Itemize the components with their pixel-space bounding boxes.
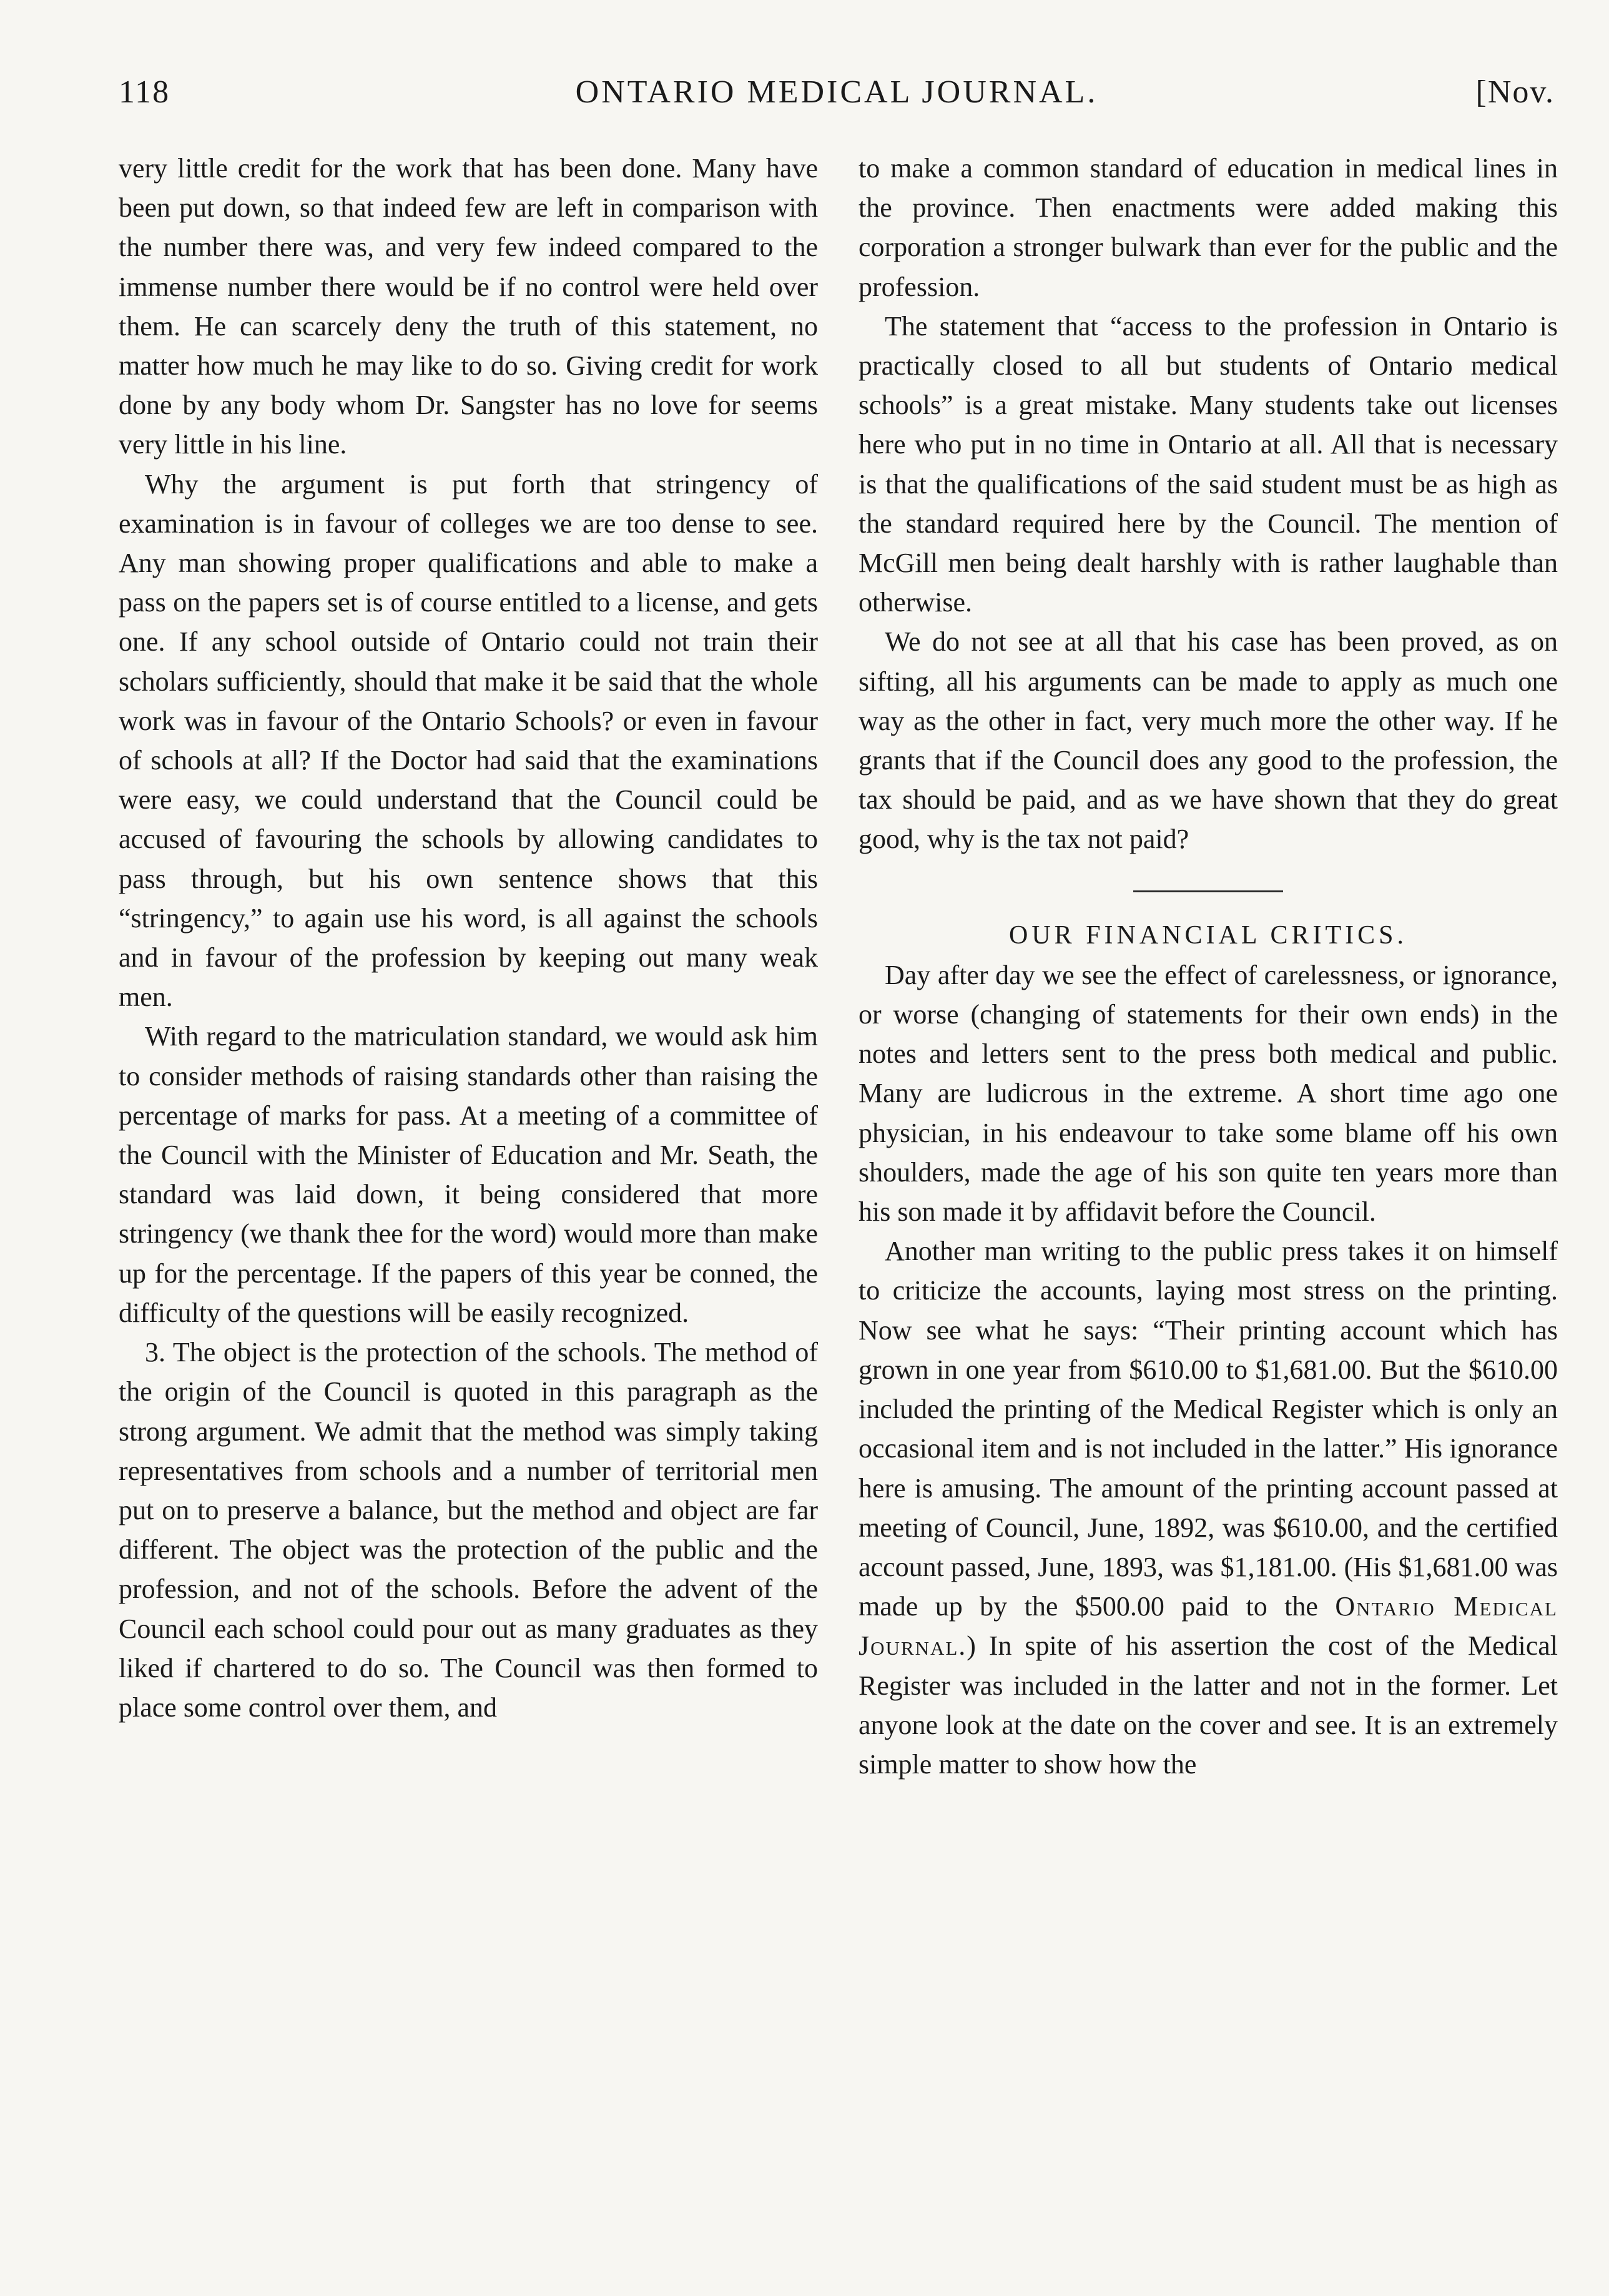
page-number: 118 <box>119 74 170 110</box>
paragraph: With regard to the matriculation standard, we would ask him to consider methods of raising standards other than raising the percentage of marks for pass. At a meeting of a committee of the Council with the Minister of Education and Mr. Seath, the standard was laid down, it being considered that more stringency (we thank thee for the word) would more than make up for the percentage. If the papers of this year be conned, the difficulty of the questions will be easily recognized. <box>119 1021 818 1328</box>
paragraph-text: Another man writing to the public press takes it on himself to criticize the accounts, laying most stress on the printing. Now see what he says: “Their printing account which has grown in one year from $610.00 to $1,681.00. But the $610.00 included the printing of the Medical Register which is only an occasional item and is not included in the latter.” His ignorance here is amusing. The amount of the printing account passed at meeting of Council, June, 1892, was $610.00, and the certified account passed, June, 1893, was $1,181.00. (His $1,681.00 was made up by the $500.00 paid to the <box>859 1236 1558 1622</box>
paragraph-text-tail: ) In spite of his assertion the cost of the Medical Register was included in the latter and not in the former. Let anyone look at the date on the cover and see. It is an extremely simple matter to show how the <box>859 1630 1558 1780</box>
section-divider-rule <box>1133 890 1283 892</box>
paragraph: Day after day we see the effect of carelessness, or ignorance, or worse (changing of statements for their own ends) in the notes and letters sent to the press both medical and public. Many are ludicrous in the extreme. A short time ago one physician, in his endeavour to take some blame off his own shoulders, made the age of his son quite ten years more than his son made it by affidavit before the Council. <box>859 959 1558 1228</box>
paragraph: The statement that “access to the profession in Ontario is practically closed to all but students of Ontario medical schools” is a great mistake. Many students take out licenses here who put in no time in Ontario at all. All that is necessary is that the qualifications of the said student must be as high as the standard required here by the Council. The mention of McGill men being dealt harshly with is rather laughable than otherwise. <box>859 310 1558 618</box>
issue-month: [Nov. <box>1475 74 1555 110</box>
left-column <box>119 149 818 1727</box>
section-heading: OUR FINANCIAL CRITICS. <box>1009 920 1407 950</box>
paragraph: very little credit for the work that has been done. Many have been put down, so that indeed few are left in comparison with the number there was, and very few indeed compared to the immense number there would be if no control were held over them. He can scarcely deny the truth of this statement, no matter how much he may like to do so. Giving credit for work done by any body whom Dr. Sangster has no love for seems very little in his line. <box>119 153 818 460</box>
paragraph: We do not see at all that his case has been proved, as on sifting, all his arguments can be made to apply as much one way as the other in fact, very much more the other way. If he grants that if the Council does any good to the profession, the tax should be paid, and as we have shown that they do great good, why is the tax not paid? <box>859 626 1558 855</box>
paragraph: Why the argument is put forth that stringency of examination is in favour of colleges we are too dense to see. Any man showing proper qualifications and able to make a pass on the papers set is of course entitled to a license, and gets one. If any school outside of Ontario could not train their scholars sufficiently, should that make it be said that the whole work was in favour of the Ontario Schools? or even in favour of schools at all? If the Doctor had said that the examinations were easy, we could understand that the Council could be accused of favouring the schools by allowing candidates to pass through, but his own sentence shows that this “stringency,” to again use his word, is all against the schools and in favour of the profession by keeping out many weak men. <box>119 468 818 1013</box>
right-column <box>859 149 1558 1784</box>
paragraph: to make a common standard of education in medical lines in the province. Then enactments were added making this corporation a stronger bulwark than ever for the public and the profession. <box>859 153 1558 302</box>
paragraph <box>859 1231 1558 1784</box>
running-head <box>119 74 1555 124</box>
journal-title: ONTARIO MEDICAL JOURNAL. <box>575 74 1098 110</box>
paragraph: 3. The object is the protection of the schools. The method of the origin of the Council is quoted in this paragraph as the strong argument. We admit that the method was simply taking representatives from schools and a number of territorial men put on to preserve a balance, but the method and object are far different. The object was the protection of the public and the profession, and not of the schools. Before the advent of the Council each school could pour out as many graduates as they liked if chartered to do so. The Council was then formed to place some control over them, and <box>119 1337 818 1723</box>
journal-name-smallcaps: Ontario Medical Journal. <box>859 1591 1558 1662</box>
